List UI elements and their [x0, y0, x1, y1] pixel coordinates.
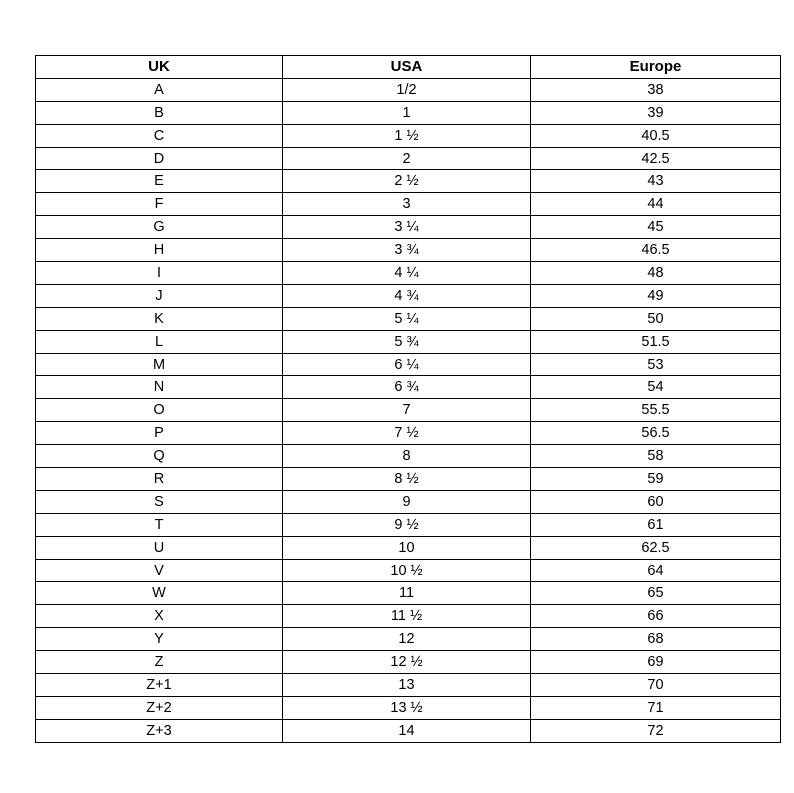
table-row — [36, 353, 781, 376]
cell-europe: 55.5 — [531, 399, 781, 422]
cell-uk: P — [36, 422, 283, 445]
cell-uk: I — [36, 262, 283, 285]
cell-uk: T — [36, 513, 283, 536]
cell-usa: 8 — [283, 445, 531, 468]
table-row — [36, 422, 781, 445]
cell-europe: 69 — [531, 651, 781, 674]
table-row — [36, 559, 781, 582]
cell-europe: 64 — [531, 559, 781, 582]
table-row — [36, 674, 781, 697]
size-conversion-table — [35, 55, 781, 743]
cell-europe: 59 — [531, 468, 781, 491]
cell-uk: D — [36, 147, 283, 170]
cell-uk: K — [36, 307, 283, 330]
cell-europe: 44 — [531, 193, 781, 216]
cell-europe: 50 — [531, 307, 781, 330]
cell-europe: 38 — [531, 78, 781, 101]
cell-usa: 6 ¼ — [283, 353, 531, 376]
cell-uk: S — [36, 490, 283, 513]
cell-uk: Z+1 — [36, 674, 283, 697]
cell-usa: 10 — [283, 536, 531, 559]
cell-europe: 65 — [531, 582, 781, 605]
column-header-usa: USA — [283, 56, 531, 79]
table-row — [36, 216, 781, 239]
cell-europe: 39 — [531, 101, 781, 124]
table-row — [36, 284, 781, 307]
cell-usa: 9 — [283, 490, 531, 513]
column-header-europe: Europe — [531, 56, 781, 79]
column-header-uk: UK — [36, 56, 283, 79]
cell-uk: M — [36, 353, 283, 376]
table-row — [36, 78, 781, 101]
cell-usa: 2 — [283, 147, 531, 170]
cell-europe: 72 — [531, 719, 781, 742]
cell-usa: 13 — [283, 674, 531, 697]
cell-europe: 48 — [531, 262, 781, 285]
table-row — [36, 490, 781, 513]
cell-usa: 4 ¼ — [283, 262, 531, 285]
cell-uk: Z+3 — [36, 719, 283, 742]
cell-uk: J — [36, 284, 283, 307]
cell-usa: 3 — [283, 193, 531, 216]
table-row — [36, 124, 781, 147]
cell-usa: 12 ½ — [283, 651, 531, 674]
cell-europe: 54 — [531, 376, 781, 399]
table-row — [36, 696, 781, 719]
cell-usa: 14 — [283, 719, 531, 742]
cell-uk: A — [36, 78, 283, 101]
cell-uk: F — [36, 193, 283, 216]
cell-usa: 2 ½ — [283, 170, 531, 193]
cell-uk: E — [36, 170, 283, 193]
table-row — [36, 147, 781, 170]
cell-europe: 49 — [531, 284, 781, 307]
cell-europe: 40.5 — [531, 124, 781, 147]
table-row — [36, 262, 781, 285]
table-row — [36, 399, 781, 422]
cell-usa: 12 — [283, 628, 531, 651]
cell-europe: 42.5 — [531, 147, 781, 170]
table-row — [36, 468, 781, 491]
cell-europe: 45 — [531, 216, 781, 239]
cell-europe: 53 — [531, 353, 781, 376]
cell-usa: 1 — [283, 101, 531, 124]
cell-uk: R — [36, 468, 283, 491]
cell-europe: 71 — [531, 696, 781, 719]
cell-europe: 58 — [531, 445, 781, 468]
table-row — [36, 170, 781, 193]
cell-europe: 70 — [531, 674, 781, 697]
table-row — [36, 193, 781, 216]
cell-usa: 1/2 — [283, 78, 531, 101]
table-row — [36, 239, 781, 262]
cell-europe: 66 — [531, 605, 781, 628]
cell-uk: Q — [36, 445, 283, 468]
cell-usa: 7 ½ — [283, 422, 531, 445]
table-row — [36, 445, 781, 468]
table-row — [36, 101, 781, 124]
cell-uk: H — [36, 239, 283, 262]
cell-uk: V — [36, 559, 283, 582]
cell-uk: G — [36, 216, 283, 239]
cell-uk: N — [36, 376, 283, 399]
table-row — [36, 605, 781, 628]
cell-usa: 1 ½ — [283, 124, 531, 147]
table-row — [36, 513, 781, 536]
cell-usa: 13 ½ — [283, 696, 531, 719]
cell-usa: 9 ½ — [283, 513, 531, 536]
cell-usa: 4 ¾ — [283, 284, 531, 307]
table-row — [36, 651, 781, 674]
table-row — [36, 628, 781, 651]
cell-uk: Y — [36, 628, 283, 651]
cell-uk: C — [36, 124, 283, 147]
table-row — [36, 536, 781, 559]
cell-europe: 61 — [531, 513, 781, 536]
table-header-row — [36, 56, 781, 79]
cell-usa: 5 ¼ — [283, 307, 531, 330]
cell-uk: X — [36, 605, 283, 628]
cell-usa: 11 — [283, 582, 531, 605]
cell-europe: 60 — [531, 490, 781, 513]
size-conversion-table-container — [35, 55, 780, 743]
cell-usa: 5 ¾ — [283, 330, 531, 353]
cell-uk: Z+2 — [36, 696, 283, 719]
cell-europe: 51.5 — [531, 330, 781, 353]
cell-europe: 46.5 — [531, 239, 781, 262]
cell-europe: 43 — [531, 170, 781, 193]
table-body — [36, 78, 781, 742]
table-row — [36, 376, 781, 399]
cell-uk: L — [36, 330, 283, 353]
cell-usa: 10 ½ — [283, 559, 531, 582]
cell-uk: Z — [36, 651, 283, 674]
cell-uk: W — [36, 582, 283, 605]
table-row — [36, 307, 781, 330]
cell-uk: O — [36, 399, 283, 422]
cell-usa: 3 ¼ — [283, 216, 531, 239]
cell-usa: 8 ½ — [283, 468, 531, 491]
cell-europe: 68 — [531, 628, 781, 651]
cell-usa: 6 ¾ — [283, 376, 531, 399]
cell-usa: 3 ¾ — [283, 239, 531, 262]
cell-usa: 7 — [283, 399, 531, 422]
cell-uk: U — [36, 536, 283, 559]
table-row — [36, 582, 781, 605]
table-row — [36, 719, 781, 742]
cell-usa: 11 ½ — [283, 605, 531, 628]
cell-europe: 56.5 — [531, 422, 781, 445]
cell-europe: 62.5 — [531, 536, 781, 559]
cell-uk: B — [36, 101, 283, 124]
table-row — [36, 330, 781, 353]
